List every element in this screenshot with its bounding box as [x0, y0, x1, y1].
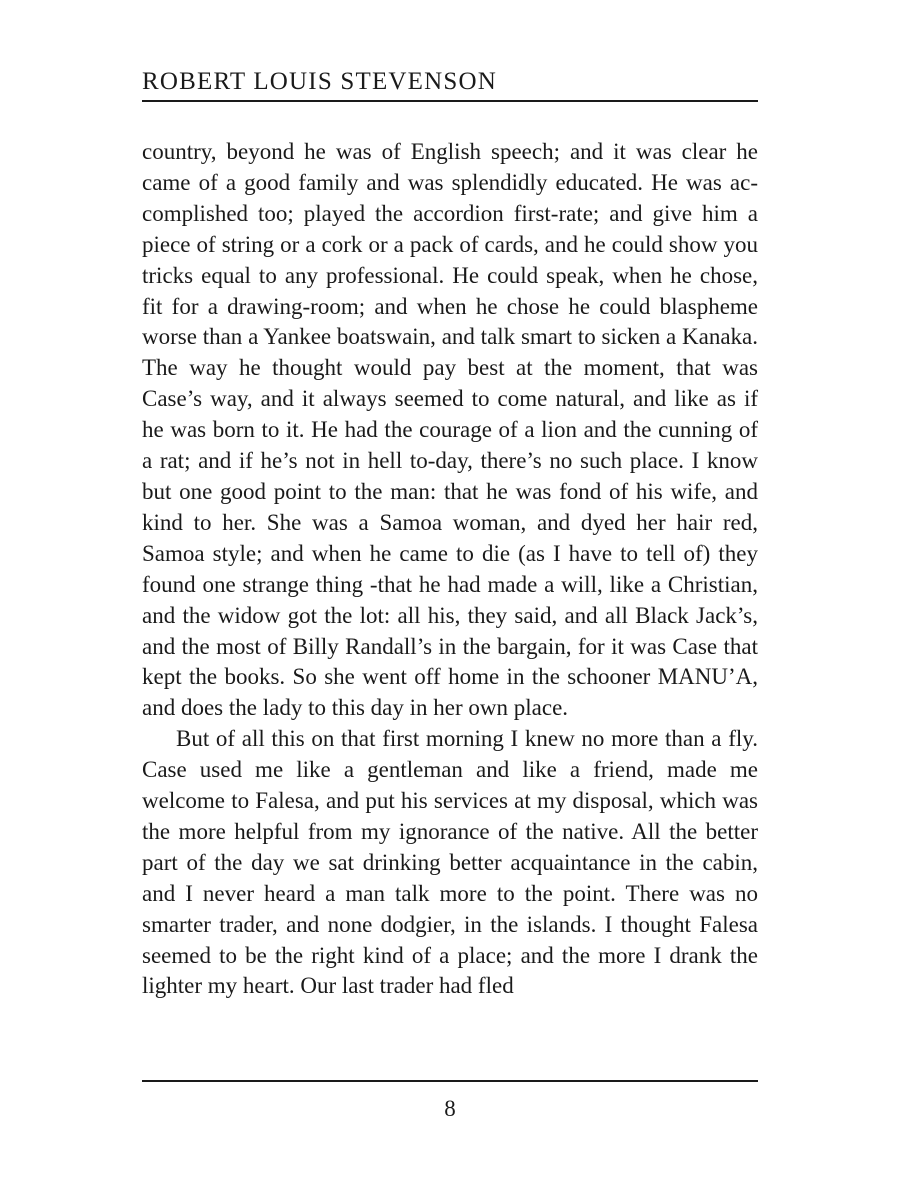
footer-rule	[142, 1080, 758, 1082]
running-head: ROBERT LOUIS STEVENSON	[142, 68, 498, 95]
body-text	[142, 137, 758, 1002]
header-rule	[142, 100, 758, 102]
paragraph-2: But of all this on that first morning I knew no more than a fly. Case used me like a gentleman and like a friend, made me welcome to Falesa, and put his services at my disposal, which was the more helpful from my ignorance of the native. All the better part of the day we sat drinking better acquaintance in the cabin, and I never heard a man talk more to the point. There was no smarter trader, and none dodgier, in the islands. I thought Falesa seemed to be the right kind of a place; and the more I drank the lighter my heart. Our last trader had fled	[142, 726, 758, 999]
page-number: 8	[444, 1096, 456, 1121]
paragraph-1: country, beyond he was of English speech; and it was clear he came of a good family and was splendidly educated. He was accomplished too; played the accordion first-rate; and give him a piece of string or a cork or a pack of cards, and he could show you tricks equal to any professional. He could speak, when he chose, fit for a drawing-room; and when he chose he could blaspheme worse than a Yankee boatswain, and talk smart to sicken a Kanaka. The way he thought would pay best at the moment, that was Case’s way, and it always seemed to come natural, and like as if he was born to it. He had the courage of a lion and the cunning of a rat; and if he’s not in hell to-day, there’s no such place. I know but one good point to the man: that he was fond of his wife, and kind to her. She was a Samoa woman, and dyed her hair red, Samoa style; and when he came to die (as I have to tell of) they found one strange thing -that he had made a will, like a Christian, and the widow got the lot: all his, they said, and all Black Jack’s, and the most of Billy Randall’s in the bargain, for it was Case that kept the books. So she went off home in the schooner MANU’A, and does the lady to this day in her own place.	[142, 139, 758, 721]
